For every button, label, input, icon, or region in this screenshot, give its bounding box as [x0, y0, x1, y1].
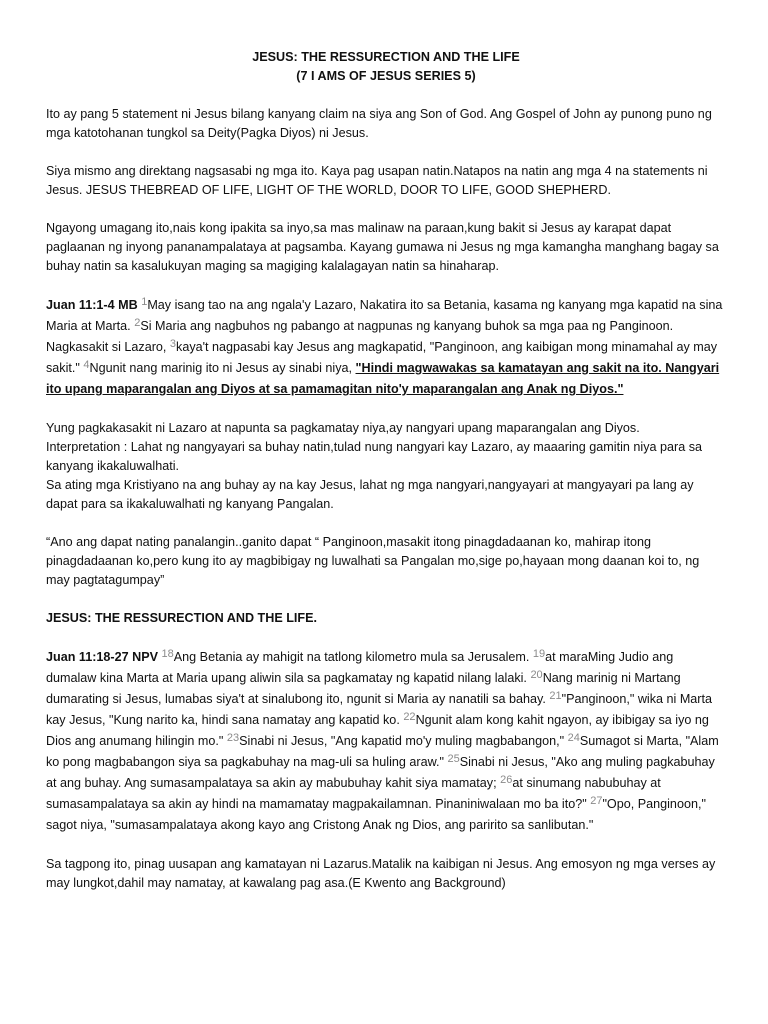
- verse-text: May isang tao na ang ngala'y Lazaro, Nakatira ito sa Betania, kasama ng kanyang mga kapatid na sina Maria at Marta.: [46, 298, 723, 333]
- verse-text: Ngunit alam kong kahit ngayon, ay ibibigay sa iyo ng Dios ang anumang hilingin mo.": [46, 713, 709, 748]
- verse-number: 23: [226, 732, 240, 744]
- verse-text: Sumagot si Marta, "Alam ko pong magbabangon siya sa pagkabuhay na mag-uli sa huling araw.": [46, 734, 719, 769]
- text-line: Sa ating mga Kristiyano na ang buhay ay na kay Jesus, lahat ng mga nangyari,nangyayari at mangyayari pa lang ay dapat para sa ikakaluwalhati ng kanyang Pangalan.: [46, 478, 694, 511]
- verse-number: 27: [590, 795, 603, 807]
- highlighted-quote: "Hindi magwawakas sa kamatayan ang sakit na ito. Nangyari ito upang maparangalan ang Diyos at sa pamamagitan nito'y maparangalan ang Anak ng Diyos.": [46, 361, 720, 396]
- document-page: [46, 48, 726, 912]
- scripture-reference: Juan 11:1-4 MB: [46, 298, 138, 312]
- verse-number: 21: [549, 690, 562, 702]
- verse-number: 22: [403, 711, 416, 723]
- verse-number: 4: [83, 359, 90, 371]
- verse-text: Sinabi ni Jesus, "Ang kapatid mo'y muling magbabangon,": [239, 734, 565, 748]
- paragraph-interpretation: [46, 419, 726, 514]
- paragraph-worship: Ngayong umagang ito,nais kong ipakita sa inyo,sa mas malinaw na paraan,kung bakit si Jesus ay karapat dapat paglaanan ng inyong pananampalataya at pagsamba. Kayang gumawa ni Jesus ng mga kamangha manghang bagay sa buhay natin sa kasalukuyan maging sa magiging kalalagayan natin sa hinaharap.: [46, 221, 719, 273]
- verse-text: "Opo, Panginoon," sagot niya, "sumasampalataya akong kayo ang Cristong Anak ng Dios, ang paririto sa sanlibutan.": [46, 797, 706, 832]
- text-line: Interpretation : Lahat ng nangyayari sa buhay natin,tulad nung nangyari kay Lazaro, ay maaaring gamitin niya para sa kanyang ikakaluwalhati.: [46, 440, 702, 473]
- section-heading: JESUS: THE RESSURECTION AND THE LIFE.: [46, 611, 318, 625]
- document-subtitle: (7 I AMS OF JESUS SERIES 5): [296, 69, 476, 83]
- verse-number: 2: [134, 317, 141, 329]
- scripture-juan-11-1-4: [46, 295, 726, 400]
- verse-number: 19: [532, 648, 546, 660]
- verse-text: Ang Betania ay mahigit na tatlong kilometro mula sa Jerusalem.: [173, 650, 530, 664]
- verse-number: 1: [141, 296, 148, 308]
- verse-number: 25: [447, 753, 460, 765]
- verse-text: "Panginoon," wika ni Marta kay Jesus, "Kung narito ka, hindi sana namatay ang kapatid ko.: [46, 692, 713, 727]
- paragraph-statements: Siya mismo ang direktang nagsasabi ng mga ito. Kaya pag usapan natin.Natapos na natin ang mga 4 na statements ni Jesus. JESUS THEBREAD OF LIFE, LIGHT OF THE WORLD, DOOR TO LIFE, GOOD SHEPHERD.: [46, 164, 708, 197]
- paragraph-intro: Ito ay pang 5 statement ni Jesus bilang kanyang claim na siya ang Son of God. Ang Gospel of John ay punong puno ng mga katotohanan tungkol sa Deity(Pagka Diyos) ni Jesus.: [46, 107, 712, 140]
- verse-number: 20: [530, 669, 543, 681]
- scripture-juan-11-18-27: [46, 647, 726, 836]
- verse-number: 18: [161, 648, 174, 660]
- paragraph-prayer: “Ano ang dapat nating panalangin..ganito dapat “ Panginoon,masakit itong pinagdadaanan ko, mahirap itong pinagdadaanan ko,pero kung ito ay magbibigay ng luwalhati sa Pangalan mo,sige po,hayaan mong daanan koi to, ng may pagtatagumpay”: [46, 535, 700, 587]
- verse-text: kaya't nagpasabi kay Jesus ang magkapatid, "Panginoon, ang kaibigan mong minamahal ay may sakit.": [46, 340, 718, 375]
- verse-text: at maraMing Judio ang dumalaw kina Marta at Maria upang aliwin sila sa pagkamatay ng kapatid nilang lalaki.: [46, 650, 674, 685]
- verse-text: at sinumang nabubuhay at sumasampalataya sa akin ay hindi na mamamatay magpakailamnan. Pinaniniwalaan mo ba ito?": [46, 776, 661, 811]
- verse-number: 24: [567, 732, 580, 744]
- verse-text: Sinabi ni Jesus, "Ako ang muling pagkabuhay at ang buhay. Ang sumasampalataya sa akin ay mabubuhay kahit siya mamatay;: [46, 755, 715, 790]
- verse-text: Nang marinig ni Martang dumarating si Jesus, lumabas siya't at sinalubong ito, ngunit si Maria ay nanatili sa bahay.: [46, 671, 681, 706]
- document-title: JESUS: THE RESSURECTION AND THE LIFE: [252, 50, 520, 64]
- paragraph-background: Sa tagpong ito, pinag uusapan ang kamatayan ni Lazarus.Matalik na kaibigan ni Jesus. Ang emosyon ng mga verses ay may lungkot,dahil may namatay, at kawalang pag asa.(E Kwento ang Background): [46, 857, 716, 890]
- verse-text: Ngunit nang marinig ito ni Jesus ay sinabi niya,: [89, 361, 353, 375]
- verse-number: 26: [500, 774, 513, 786]
- scripture-reference: Juan 11:18-27 NPV: [46, 650, 159, 664]
- text-line: Yung pagkakasakit ni Lazaro at napunta sa pagkamatay niya,ay nangyari upang maparangalan ang Diyos.: [46, 421, 640, 435]
- verse-text: Si Maria ang nagbuhos ng pabango at nagpunas ng kanyang buhok sa mga paa ng Panginoon. Nagkasakit si Lazaro,: [46, 319, 674, 354]
- verse-number: 3: [169, 338, 177, 350]
